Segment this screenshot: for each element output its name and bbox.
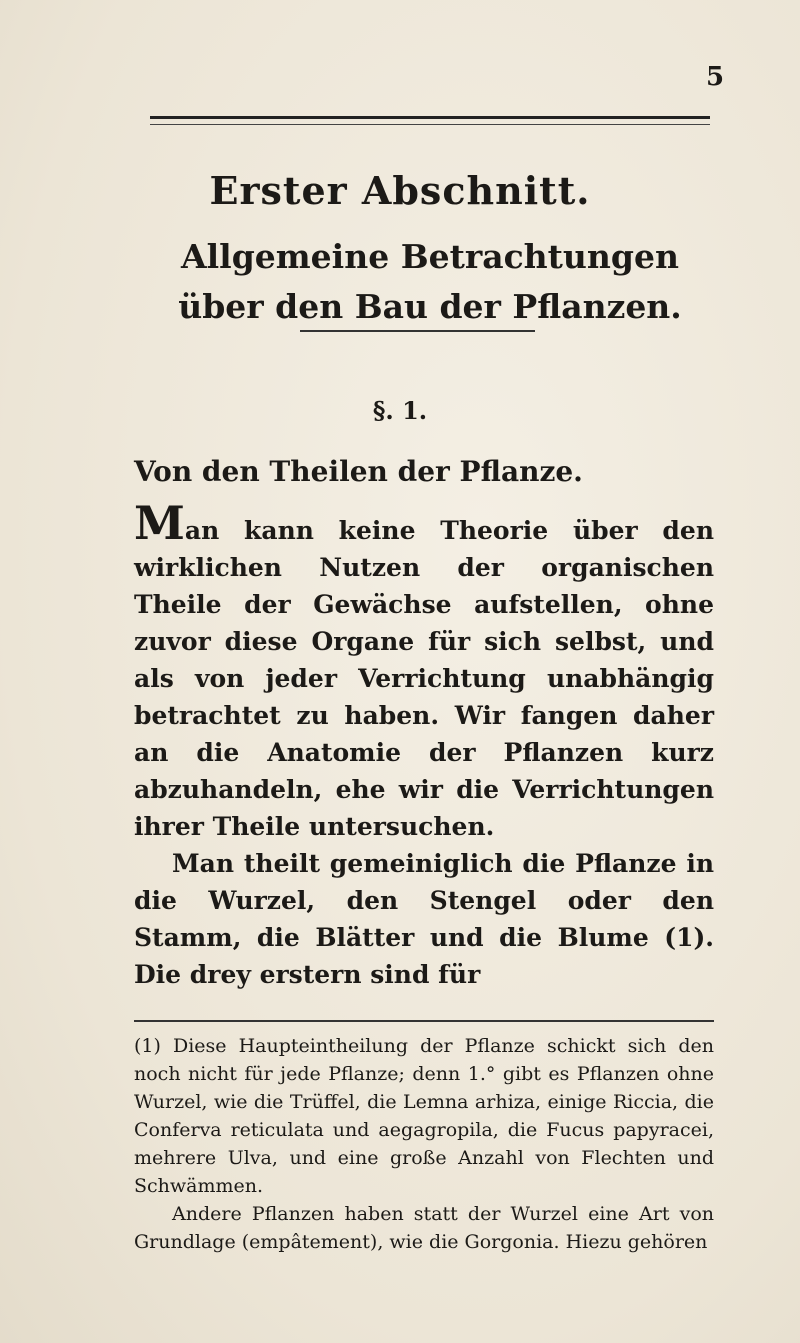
footnotes [134, 1032, 714, 1256]
footnote-rule [134, 1020, 714, 1022]
paragraph-heading: Von den Theilen der Pflanze. [134, 455, 583, 488]
body-paragraph-1-text: an kann keine Theorie über den wirklichen Nutzen der organischen Theile der Gewächse aufstellen, ohne zuvor diese Organe für sich selbst, und als von jeder Verrichtung unabhängig betrachtet zu haben. Wir fangen daher an die Anatomie der Pflanzen kurz abzuhandeln, ehe wir die Verrichtungen ihrer Theile untersuchen. [134, 516, 714, 841]
body-paragraph-2: Man theilt gemeiniglich die Pflanze in die Wurzel, den Stengel oder den Stamm, die Blätter und die Blume (1). Die drey erstern sind für [134, 849, 714, 989]
drop-cap: M [134, 496, 185, 550]
footnote-2: Andere Pflanzen haben statt der Wurzel eine Art von Grundlage (empâtement), wie die Gorgonia. Hiezu gehören [134, 1203, 714, 1253]
section-title: Erster Abschnitt. [209, 168, 591, 213]
paragraph-mark: §. 1. [372, 396, 428, 425]
subtitle-rule [300, 330, 535, 332]
header-rule-thin [150, 124, 710, 125]
page-number: 5 [706, 62, 725, 92]
header-rule [150, 116, 710, 119]
body-text [134, 496, 714, 993]
section-subtitle: Allgemeine Betrachtungen über den Bau der Pflanzen. [178, 237, 682, 326]
footnote-1: (1) Diese Haupteintheilung der Pflanze schickt sich den noch nicht für jede Pflanze; denn 1.° gibt es Pflanzen ohne Wurzel, wie die Trüffel, die Lemna arhiza, einige Riccia, die Conferva reticulata und aegagropila, die Fucus papyracei, mehrere Ulva, und eine große Anzahl von Flechten und Schwämmen. [134, 1035, 714, 1197]
body-paragraph-1 [134, 496, 714, 845]
